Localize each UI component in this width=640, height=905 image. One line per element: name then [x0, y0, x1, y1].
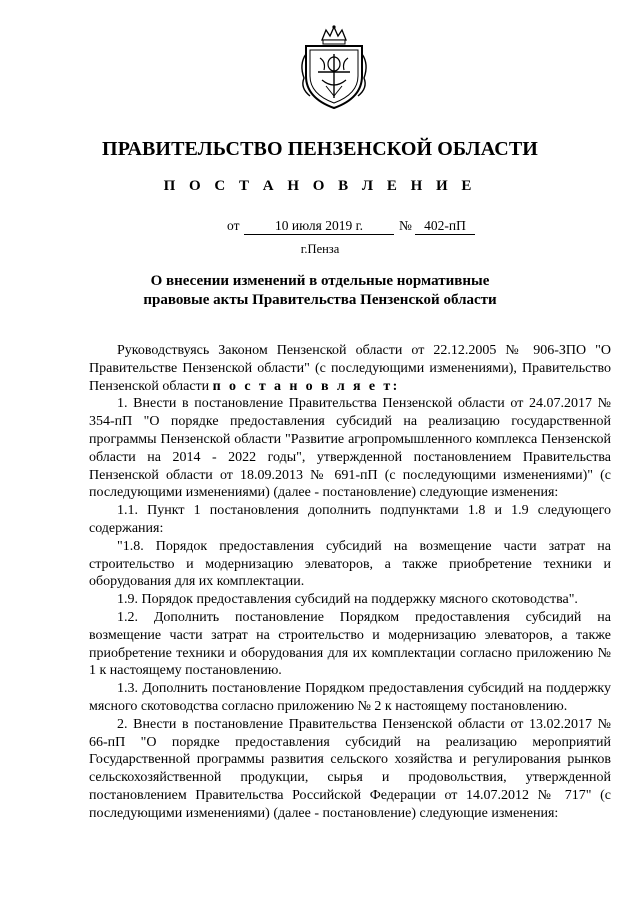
city-name: г.Пенза [300, 242, 340, 256]
clause-1: 1. Внести в постановление Правительства Пензенской области от 24.07.2017 № 354-пП "О порядке предоставления субсидий на реализацию государственной программы Пензенской области "Развитие агропромышленного комплекса Пензенской области на 2014 - 2022 годы", утвержденной постановлением Правительства Пензенской области от 18.09.2013 № 691-пП (с последующими изменениями)" (с последующими изменениями) (далее - постановление) следующие изменения: [89, 396, 611, 501]
document-date: 10 июля 2019 г. [244, 218, 394, 235]
coat-of-arms-icon [296, 24, 372, 110]
document-number: 402-пП [415, 218, 475, 235]
document-subject [0, 272, 640, 310]
clause-1-3: 1.3. Дополнить постановление Порядком предоставления субсидий на поддержку мясного скотоводства согласно приложению № 2 к настоящему постановлению. [89, 681, 611, 714]
subject-line-1: О внесении изменений в отдельные нормативные [150, 273, 490, 289]
document-type: П О С Т А Н О В Л Е Н И Е [163, 178, 477, 194]
resolves-keyword: п о с т а н о в л я е т: [212, 378, 400, 394]
government-title: ПРАВИТЕЛЬСТВО ПЕНЗЕНСКОЙ ОБЛАСТИ [102, 138, 538, 160]
clause-1-1: 1.1. Пункт 1 постановления дополнить подпунктами 1.8 и 1.9 следующего содержания: [89, 503, 611, 536]
clause-1-9-quote: 1.9. Порядок предоставления субсидий на поддержку мясного скотоводства". [117, 592, 578, 608]
clause-1-8-quote: "1.8. Порядок предоставления субсидий на возмещение части затрат на строительство и модернизацию элеваторов, а также приобретение техники и оборудования для их комплектации. [89, 538, 611, 590]
preamble-text: Руководствуясь Законом Пензенской области от 22.12.2005 № 906-ЗПО "О Правительстве Пензенской области" (с последующими изменениями), Правительство Пензенской области [89, 343, 611, 394]
coat-of-arms-emblem [296, 24, 372, 110]
number-label: № [399, 218, 412, 233]
clause-1-2: 1.2. Дополнить постановление Порядком предоставления субсидий на возмещение части затрат на строительство и модернизацию элеваторов, а также приобретение техники и оборудования для их комплектации согласно приложению № 1 к настоящему постановлению. [89, 609, 611, 679]
date-label: от [227, 218, 240, 233]
subject-line-2: правовые акты Правительства Пензенской области [143, 292, 497, 308]
clause-2: 2. Внести в постановление Правительства Пензенской области от 13.02.2017 № 66-пП "О порядке предоставления субсидий на реализацию мероприятий Государственной программы развития сельского хозяйства и регулирования рынков сельскохозяйственной продукции, сырья и продовольствия, утвержденной постановлением Правительства Российской Федерации от 14.07.2012 № 717" (с последующими изменениями) (далее - постановление) следующие изменения: [89, 716, 611, 821]
document-body [89, 342, 611, 823]
preamble-paragraph [89, 342, 611, 395]
